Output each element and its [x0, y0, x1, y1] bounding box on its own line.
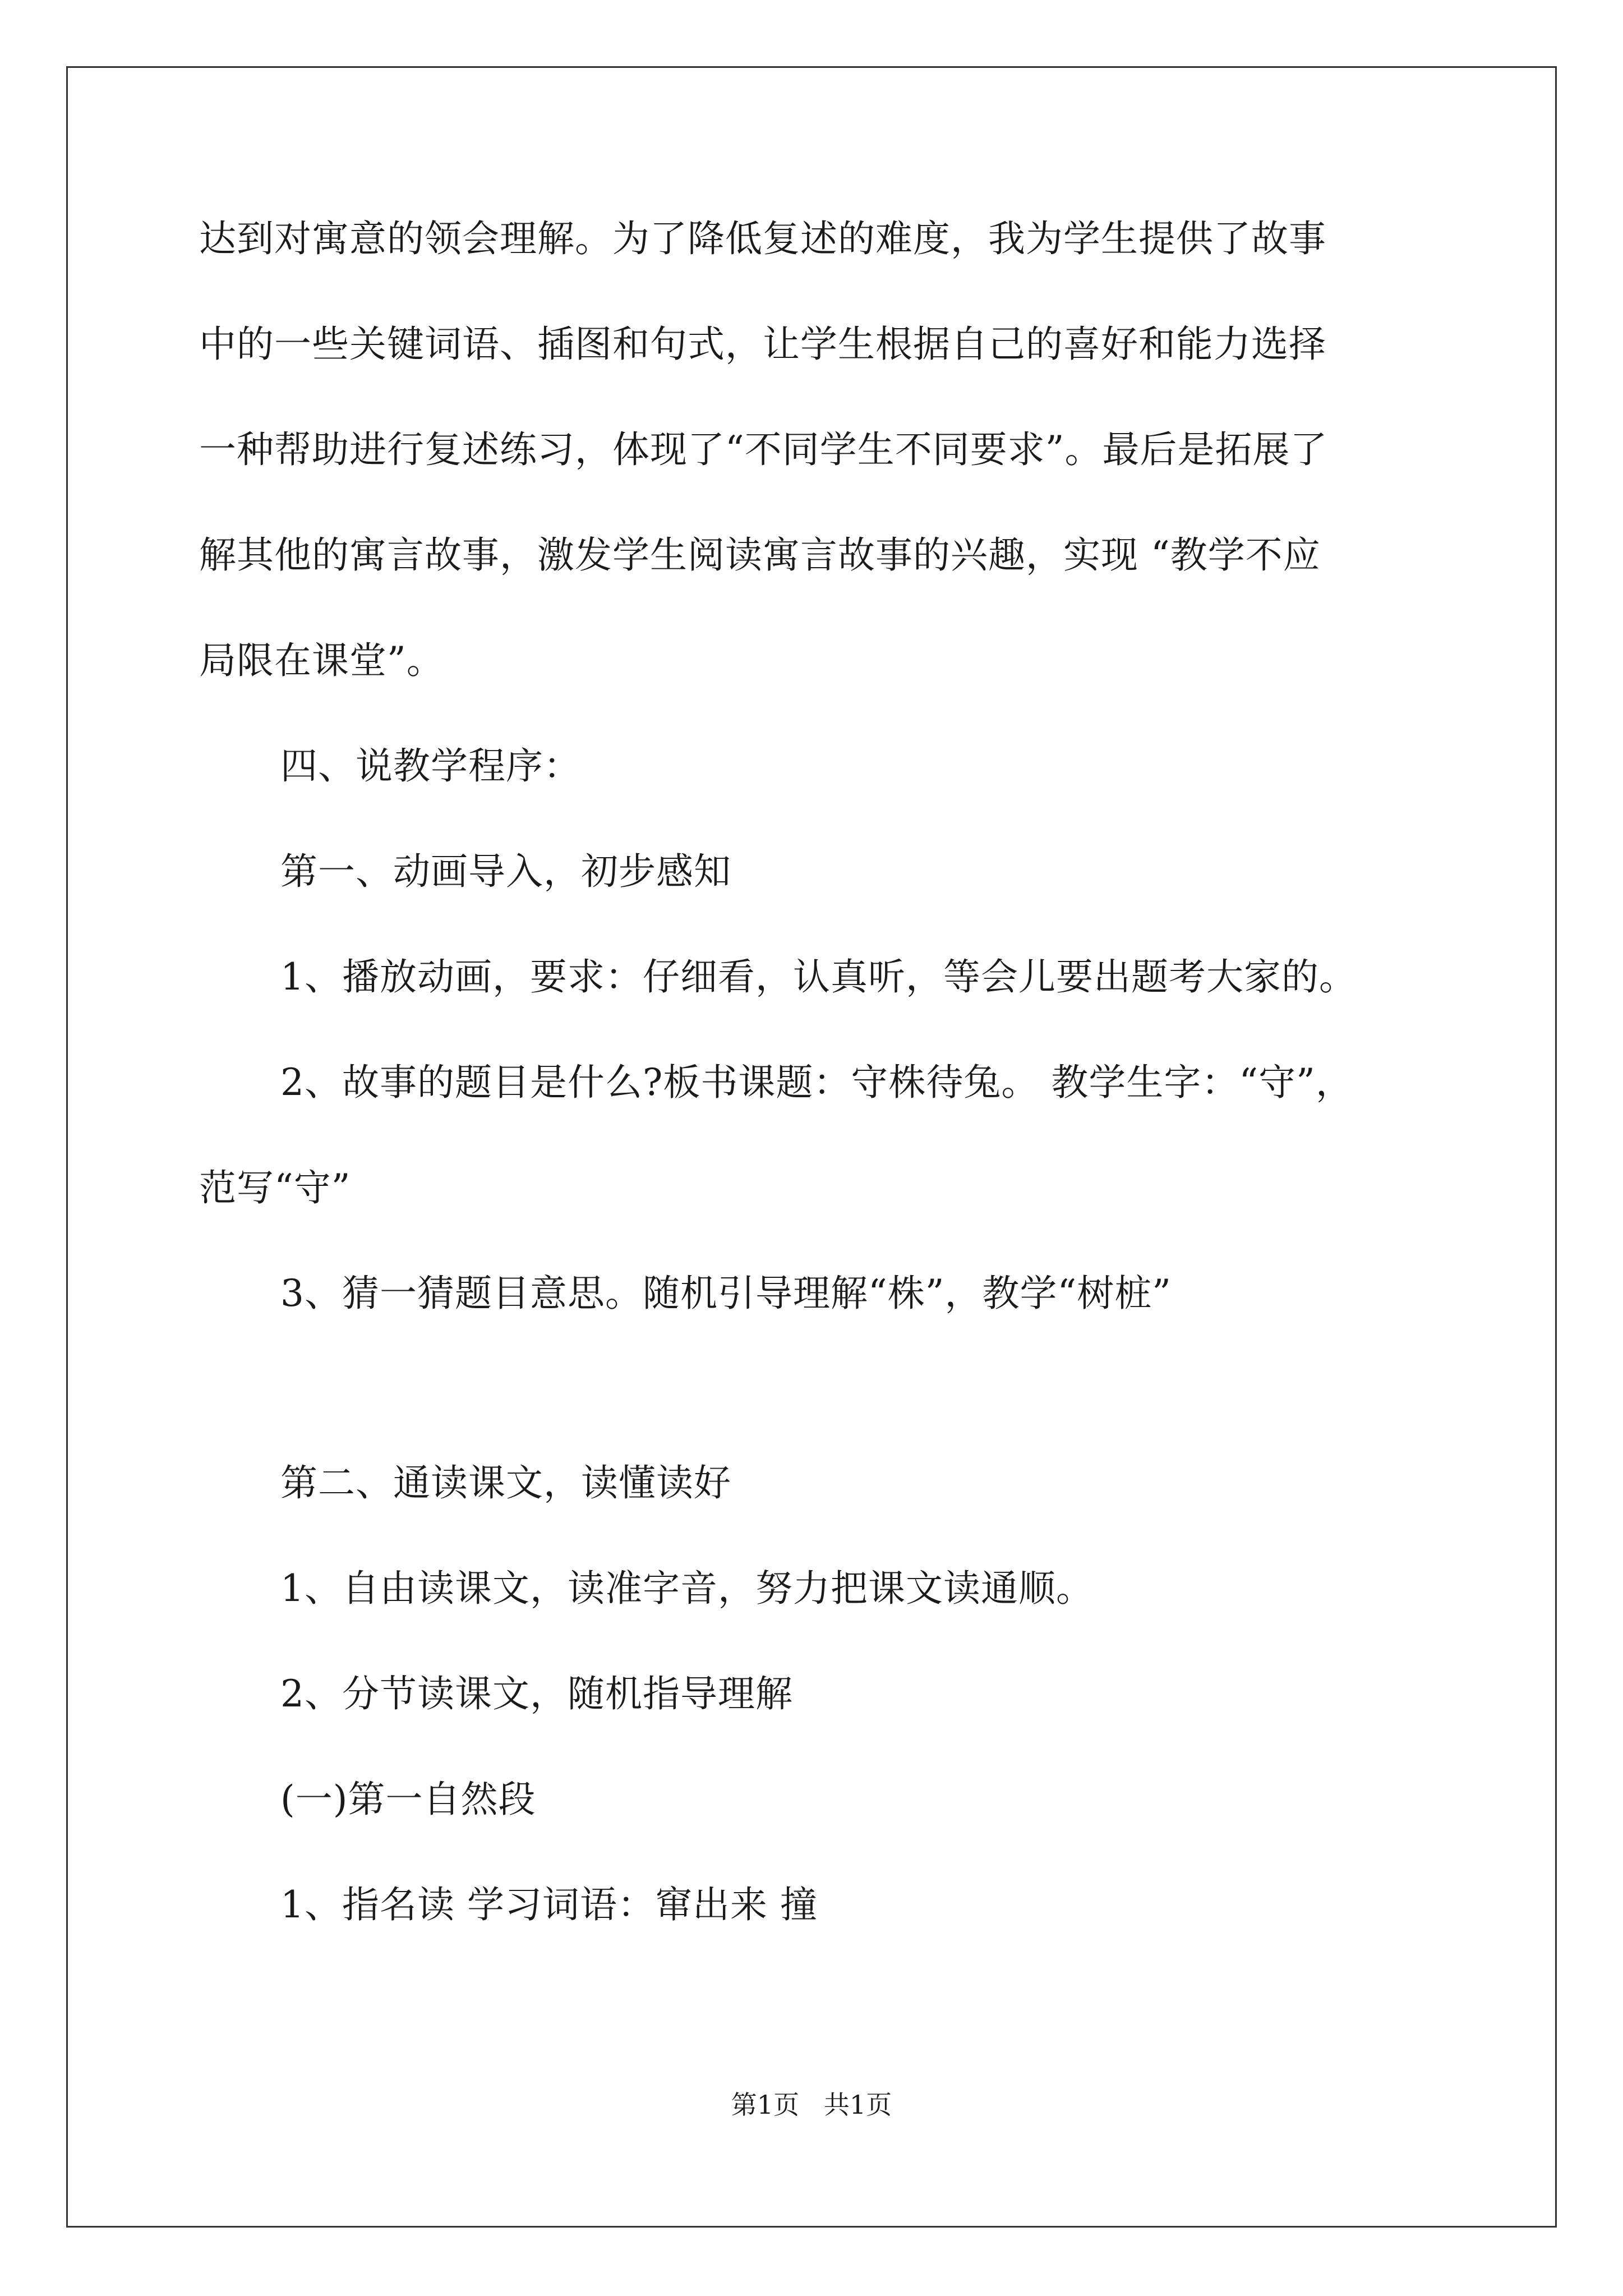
list-item: 2、故事的题目是什么?板书课题：守株待兔。 教学生字：“守”，	[280, 1061, 1353, 1104]
list-item: 1、指名读 学习词语：窜出来 撞	[280, 1883, 818, 1926]
section-heading: 四、说教学程序：	[280, 744, 581, 788]
list-item: 3、猜一猜题目意思。随机引导理解“株”，教学“树桩”	[280, 1272, 1172, 1315]
text-line: 中的一些关键词语、插图和句式，让学生根据自己的喜好和能力选择	[199, 323, 1326, 366]
page-footer: 第1页 共1页	[731, 2090, 892, 2120]
text-line: 解其他的寓言故事，激发学生阅读寓言故事的兴趣，实现 “教学不应	[199, 533, 1321, 577]
text-line: 局限在课堂”。	[199, 639, 444, 682]
subsection-heading: 第二、通读课文，读懂读好	[280, 1461, 731, 1504]
subsection-heading: 第一、动画导入，初步感知	[280, 850, 731, 893]
subsection-heading: (一)第一自然段	[280, 1778, 536, 1821]
document-body	[199, 205, 1455, 1977]
list-item: 2、分节读课文，随机指导理解	[280, 1672, 793, 1715]
list-item: 1、自由读课文，读准字音，努力把课文读通顺。	[280, 1567, 1094, 1610]
text-line: 一种帮助进行复述练习，体现了“不同学生不同要求”。最后是拓展了	[199, 428, 1328, 471]
text-line: 范写“守”	[199, 1166, 351, 1209]
list-item: 1、播放动画，要求：仔细看，认真听，等会儿要出题考大家的。	[280, 955, 1357, 999]
text-line: 达到对寓意的领会理解。为了降低复述的难度，我为学生提供了故事	[199, 217, 1326, 260]
